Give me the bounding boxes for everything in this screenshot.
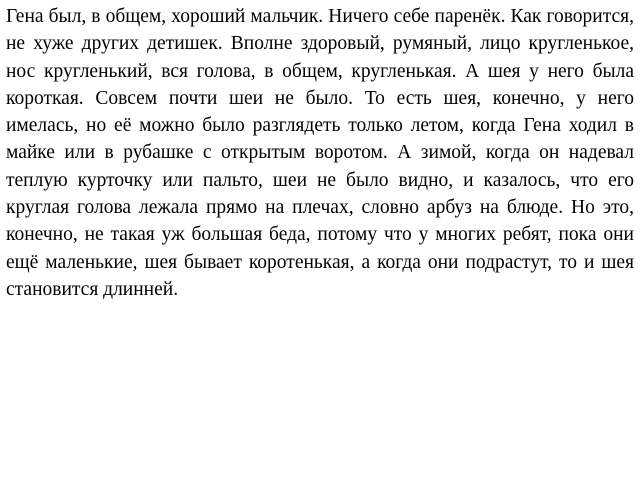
body-text-paragraph: Гена был, в общем, хороший мальчик. Ничего себе паренёк. Как говорится, не хуже других детишек. Вполне здоровый, румяный, лицо кругленькое, нос кругленький, вся голова, в общем, кругленькая. А шея у него была короткая. Совсем почти шеи не было. То есть шея, конечно, у него имелась, но её можно было разглядеть только летом, когда Гена ходил в майке или в рубашке с открытым воротом. А зимой, когда он надевал теплую курточку или пальто, шеи не было видно, и казалось, что его круглая голова лежала прямо на плечах, словно арбуз на блюде. Но это, конечно, не такая уж большая беда, потому что у многих ребят, пока они ещё маленькие, шея бывает коротенькая, а когда они подрастут, то и шея становится длинней. (6, 6, 634, 300)
